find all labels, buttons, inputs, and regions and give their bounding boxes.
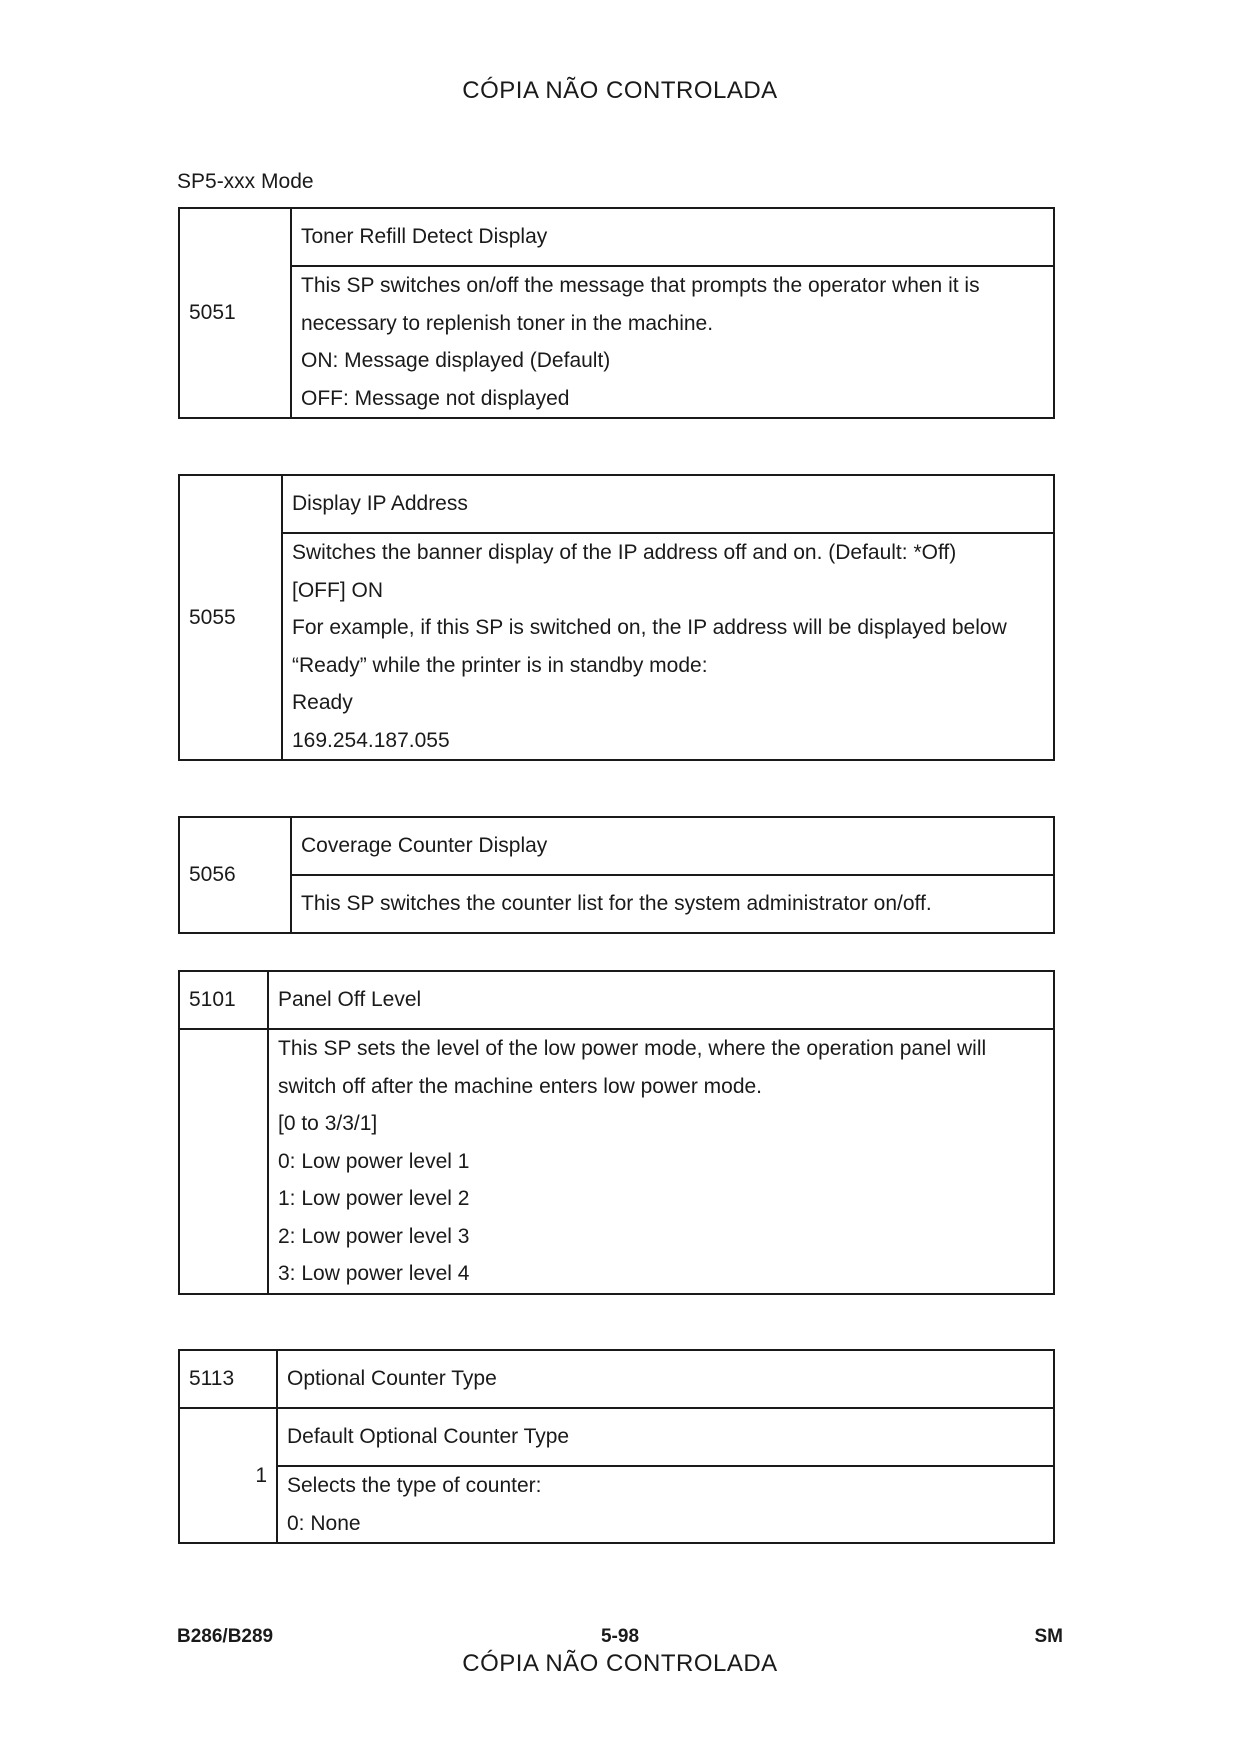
description-line: [OFF] ON	[292, 578, 383, 602]
description-line: “Ready” while the printer is in standby mode:	[292, 653, 708, 677]
footer-model: B286/B289	[177, 1626, 274, 1647]
description-line: [0 to 3/3/1]	[278, 1112, 378, 1135]
empty-cell	[179, 1029, 268, 1294]
sp-table-5056	[178, 816, 1055, 934]
sp-sub-title: Default Optional Counter Type	[277, 1408, 1054, 1466]
description-line: This SP sets the level of the low power mode, where the operation panel will	[278, 1037, 987, 1060]
description-line: 0: None	[287, 1511, 361, 1535]
sp-description	[291, 875, 1054, 933]
sp-table-5113	[178, 1349, 1055, 1544]
sp-code: 5113	[179, 1350, 277, 1408]
description-line: For example, if this SP is switched on, the IP address will be displayed below	[292, 616, 1007, 639]
sp-title: Optional Counter Type	[277, 1350, 1054, 1408]
sp-table-5101	[178, 970, 1055, 1295]
sp-code: 5055	[179, 475, 282, 760]
description-line: switch off after the machine enters low power mode.	[278, 1074, 763, 1098]
sp-code: 5051	[179, 208, 291, 418]
description-line: necessary to replenish toner in the machine.	[301, 311, 714, 335]
description-line: Ready	[292, 691, 353, 714]
sp-table-5055	[178, 474, 1055, 761]
sp-description	[291, 266, 1054, 418]
description-line: ON: Message displayed (Default)	[301, 349, 611, 372]
description-line: OFF: Message not displayed	[301, 386, 570, 410]
section-label: SP5-xxx Mode	[177, 170, 314, 193]
sp-description	[268, 1029, 1054, 1294]
sp-title: Coverage Counter Display	[291, 817, 1054, 875]
sp-code: 5101	[179, 971, 268, 1029]
description-line: Switches the banner display of the IP address off and on. (Default: *Off)	[292, 541, 957, 564]
sp-table-5051	[178, 207, 1055, 419]
description-line: 1: Low power level 2	[278, 1187, 470, 1210]
sp-title: Display IP Address	[282, 475, 1054, 533]
description-line: 0: Low power level 1	[278, 1149, 470, 1173]
sp-title: Toner Refill Detect Display	[291, 208, 1054, 266]
sp-description	[282, 533, 1054, 760]
description-line: This SP switches the counter list for the system administrator on/off.	[301, 892, 932, 915]
description-line: 3: Low power level 4	[278, 1262, 470, 1285]
sp-description	[277, 1466, 1054, 1543]
footer-manual-code: SM	[1034, 1626, 1063, 1647]
footer-page-number: 5-98	[600, 1626, 640, 1647]
watermark-top: CÓPIA NÃO CONTROLADA	[462, 77, 778, 104]
watermark-bottom: CÓPIA NÃO CONTROLADA	[462, 1650, 778, 1677]
description-line: 2: Low power level 3	[278, 1224, 470, 1248]
description-line: 169.254.187.055	[292, 728, 450, 752]
description-line: This SP switches on/off the message that prompts the operator when it is	[301, 274, 980, 297]
description-line: Selects the type of counter:	[287, 1474, 542, 1497]
sp-sub-number: 1	[179, 1408, 277, 1543]
sp-title: Panel Off Level	[268, 971, 1054, 1029]
sp-code: 5056	[179, 817, 291, 933]
